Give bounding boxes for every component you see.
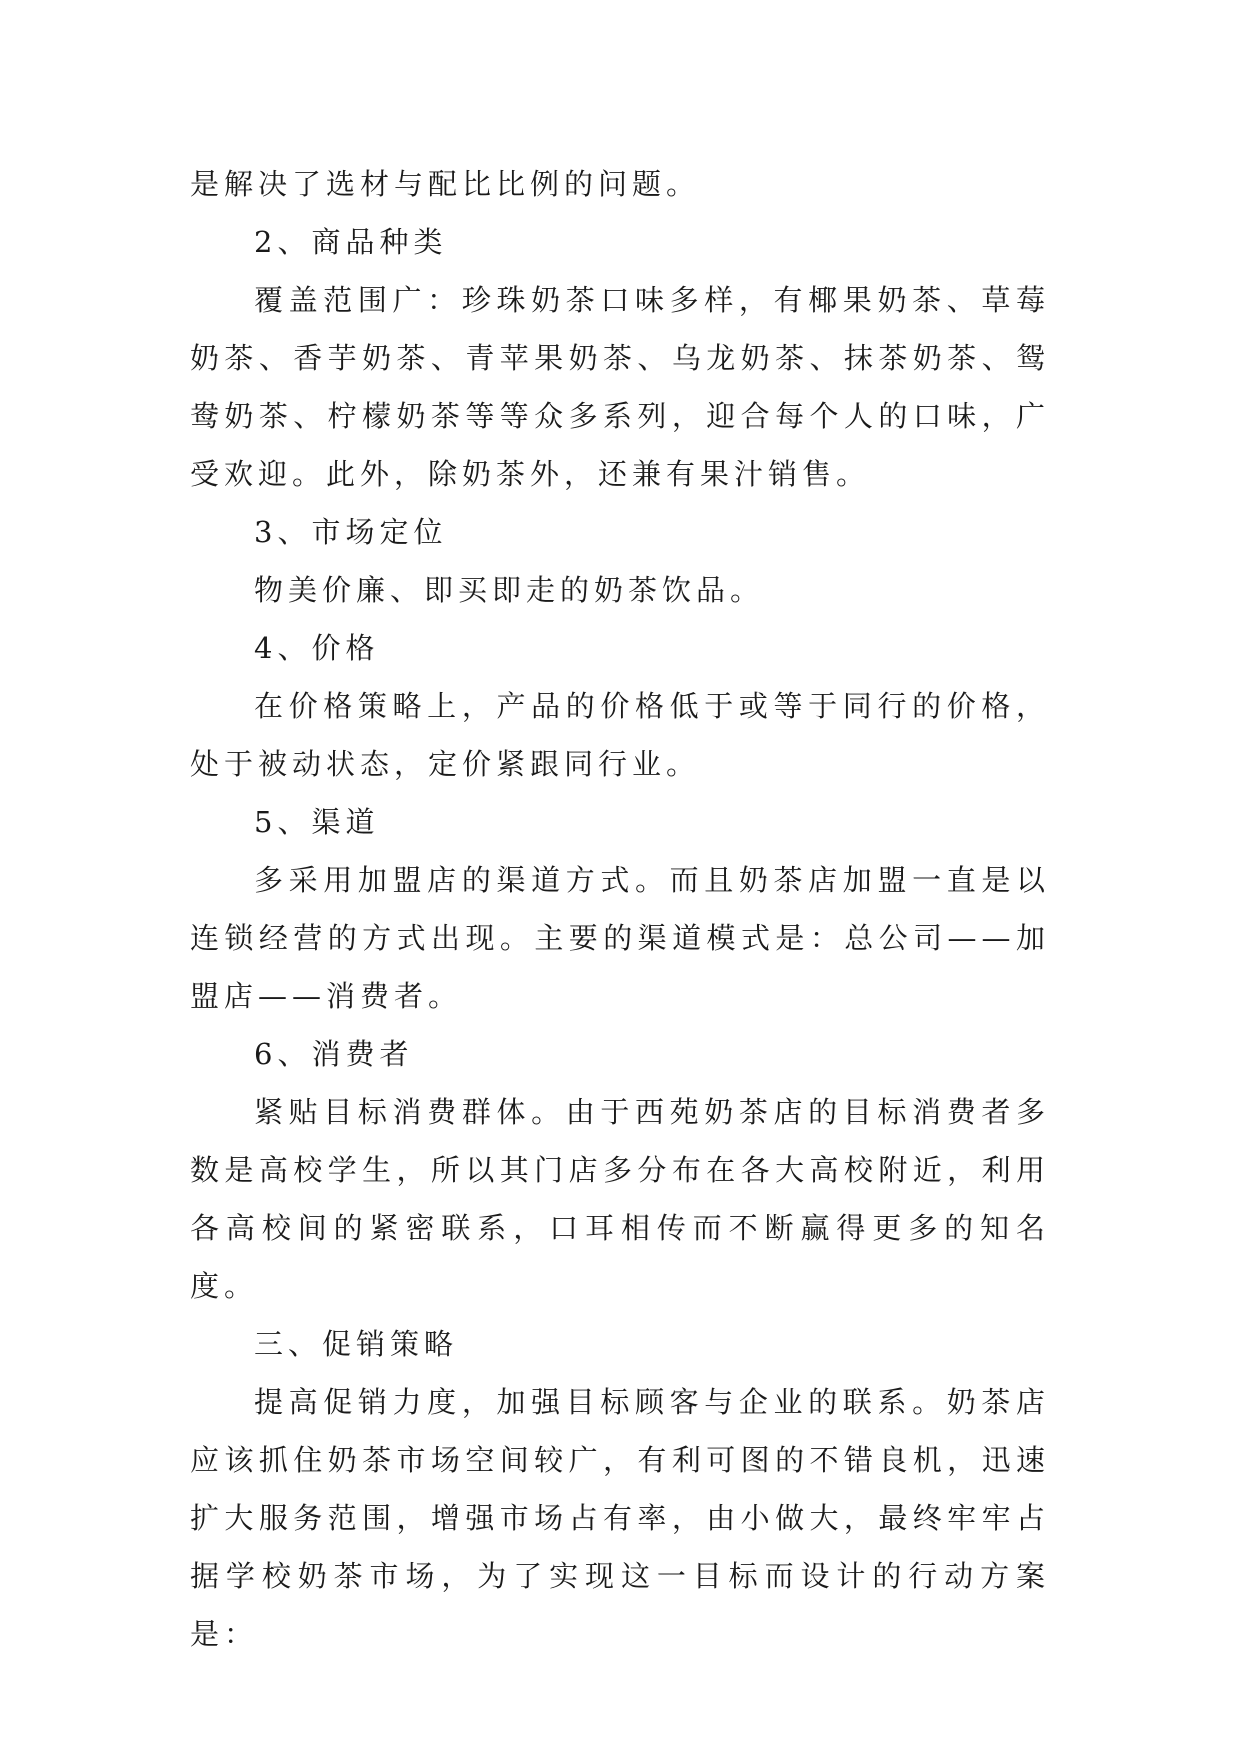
paragraph-product-types: 覆盖范围广：珍珠奶茶口味多样，有椰果奶茶、草莓奶茶、香芋奶茶、青苹果奶茶、乌龙奶茶、抹茶奶茶、鸳鸯奶茶、柠檬奶茶等等众多系列，迎合每个人的口味，广受欢迎。此外，除奶茶外，还兼有果汁销售。 [190, 283, 1050, 491]
paragraph-market-positioning: 物美价廉、即买即走的奶茶饮品。 [254, 573, 765, 607]
heading-market-positioning: 3、市场定位 [254, 515, 448, 549]
paragraph-promotion-strategy: 提高促销力度，加强目标顾客与企业的联系。奶茶店应该抓住奶茶市场空间较广，有利可图的不错良机，迅速扩大服务范围，增强市场占有率，由小做大，最终牢牢占据学校奶茶市场，为了实现这一目标而设计的行动方案是： [190, 1385, 1050, 1651]
document-body [190, 155, 1050, 1663]
heading-channels: 5、渠道 [254, 805, 380, 839]
paragraph-consumers: 紧贴目标消费群体。由于西苑奶茶店的目标消费者多数是高校学生，所以其门店多分布在各大高校附近，利用各高校间的紧密联系，口耳相传而不断赢得更多的知名度。 [190, 1095, 1050, 1303]
heading-promotion-strategy: 三、促销策略 [254, 1327, 459, 1361]
heading-product-types: 2、商品种类 [254, 225, 448, 259]
heading-consumers: 6、消费者 [254, 1037, 414, 1071]
heading-price: 4、价格 [254, 631, 380, 665]
paragraph-channels: 多采用加盟店的渠道方式。而且奶茶店加盟一直是以连锁经营的方式出现。主要的渠道模式是：总公司——加盟店——消费者。 [190, 863, 1050, 1013]
paragraph-price: 在价格策略上，产品的价格低于或等于同行的价格，处于被动状态，定价紧跟同行业。 [190, 689, 1050, 781]
paragraph-continuation: 是解决了选材与配比比例的问题。 [190, 167, 701, 201]
